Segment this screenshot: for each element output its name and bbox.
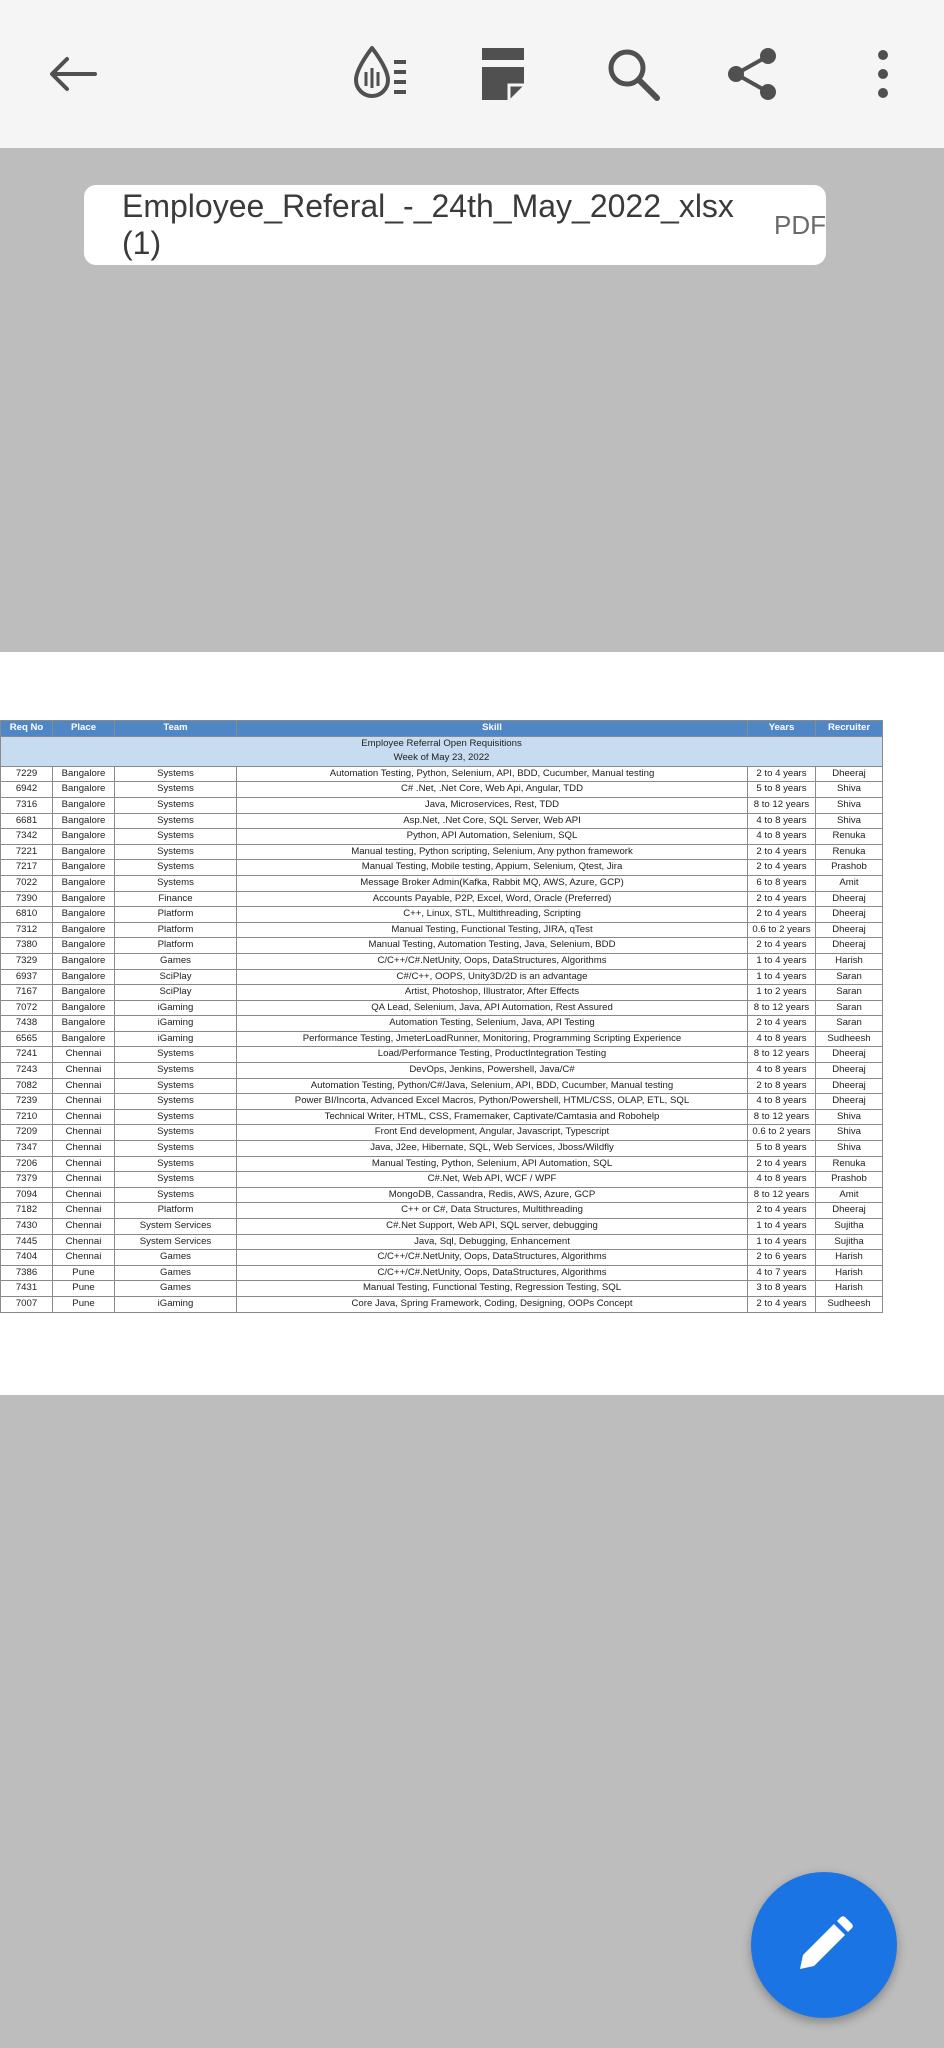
req-no-cell: 7312 — [1, 922, 53, 938]
team-cell: iGaming — [115, 1016, 237, 1032]
column-header: Place — [53, 721, 115, 737]
req-no-cell: 7022 — [1, 875, 53, 891]
recruiter-cell: Saran — [816, 985, 883, 1001]
team-cell: System Services — [115, 1234, 237, 1250]
skill-cell: Manual Testing, Automation Testing, Java, Selenium, BDD — [237, 938, 748, 954]
document-type: PDF — [774, 209, 826, 240]
table-row — [1, 1047, 883, 1063]
team-cell: Systems — [115, 1094, 237, 1110]
sheet-title-row — [1, 736, 883, 751]
skill-cell: Asp.Net, .Net Core, SQL Server, Web API — [237, 813, 748, 829]
req-no-cell: 6810 — [1, 907, 53, 923]
team-cell: Games — [115, 1281, 237, 1297]
team-cell: Systems — [115, 860, 237, 876]
req-no-cell: 7239 — [1, 1094, 53, 1110]
years-cell: 1 to 4 years — [748, 1219, 816, 1235]
skill-cell: Power BI/Incorta, Advanced Excel Macros, Python/Powershell, HTML/CSS, OLAP, ETL, SQL — [237, 1094, 748, 1110]
req-no-cell: 7342 — [1, 829, 53, 845]
team-cell: Systems — [115, 1187, 237, 1203]
years-cell: 2 to 4 years — [748, 844, 816, 860]
req-no-cell: 7082 — [1, 1078, 53, 1094]
req-no-cell: 7404 — [1, 1250, 53, 1266]
req-no-cell: 7167 — [1, 985, 53, 1001]
req-no-cell: 7243 — [1, 1063, 53, 1079]
team-cell: iGaming — [115, 1031, 237, 1047]
years-cell: 3 to 8 years — [748, 1281, 816, 1297]
skill-cell: QA Lead, Selenium, Java, API Automation, Rest Assured — [237, 1000, 748, 1016]
years-cell: 2 to 4 years — [748, 1203, 816, 1219]
req-no-cell: 7007 — [1, 1296, 53, 1312]
liquid-mode-icon — [348, 42, 412, 106]
years-cell: 4 to 8 years — [748, 1063, 816, 1079]
years-cell: 2 to 4 years — [748, 891, 816, 907]
req-no-cell: 7430 — [1, 1219, 53, 1235]
req-no-cell: 7390 — [1, 891, 53, 907]
place-cell: Pune — [53, 1265, 115, 1281]
years-cell: 4 to 8 years — [748, 829, 816, 845]
place-cell: Chennai — [53, 1109, 115, 1125]
place-cell: Bangalore — [53, 829, 115, 845]
years-cell: 1 to 2 years — [748, 985, 816, 1001]
years-cell: 4 to 7 years — [748, 1265, 816, 1281]
years-cell: 4 to 8 years — [748, 1031, 816, 1047]
table-row — [1, 1016, 883, 1032]
team-cell: Systems — [115, 1047, 237, 1063]
team-cell: Platform — [115, 1203, 237, 1219]
skill-cell: Technical Writer, HTML, CSS, Framemaker, Captivate/Camtasia and Robohelp — [237, 1109, 748, 1125]
team-cell: Games — [115, 1265, 237, 1281]
place-cell: Chennai — [53, 1047, 115, 1063]
req-no-cell: 7094 — [1, 1187, 53, 1203]
skill-cell: C++ or C#, Data Structures, Multithreading — [237, 1203, 748, 1219]
recruiter-cell: Saran — [816, 969, 883, 985]
recruiter-cell: Dheeraj — [816, 1063, 883, 1079]
place-cell: Bangalore — [53, 922, 115, 938]
team-cell: iGaming — [115, 1296, 237, 1312]
years-cell: 5 to 8 years — [748, 782, 816, 798]
team-cell: Systems — [115, 829, 237, 845]
req-no-cell: 7445 — [1, 1234, 53, 1250]
recruiter-cell: Shiva — [816, 1141, 883, 1157]
team-cell: SciPlay — [115, 969, 237, 985]
req-no-cell: 7209 — [1, 1125, 53, 1141]
skill-cell: Python, API Automation, Selenium, SQL — [237, 829, 748, 845]
table-row — [1, 1141, 883, 1157]
recruiter-cell: Prashob — [816, 860, 883, 876]
recruiter-cell: Sudheesh — [816, 1031, 883, 1047]
table-row — [1, 1281, 883, 1297]
place-cell: Chennai — [53, 1141, 115, 1157]
team-cell: System Services — [115, 1219, 237, 1235]
recruiter-cell: Dheeraj — [816, 1094, 883, 1110]
req-no-cell: 7229 — [1, 766, 53, 782]
recruiter-cell: Harish — [816, 953, 883, 969]
page-view-icon — [479, 45, 527, 103]
skill-cell: C#/C++, OOPS, Unity3D/2D is an advantage — [237, 969, 748, 985]
table-row — [1, 1250, 883, 1266]
liquid-mode-button[interactable] — [340, 34, 420, 114]
table-row — [1, 797, 883, 813]
years-cell: 8 to 12 years — [748, 1047, 816, 1063]
recruiter-cell: Saran — [816, 1016, 883, 1032]
recruiter-cell: Dheeraj — [816, 1078, 883, 1094]
place-cell: Bangalore — [53, 860, 115, 876]
back-button[interactable] — [33, 34, 113, 114]
skill-cell: Manual Testing, Mobile testing, Appium, Selenium, Qtest, Jira — [237, 860, 748, 876]
place-cell: Bangalore — [53, 766, 115, 782]
place-cell: Bangalore — [53, 1000, 115, 1016]
place-cell: Bangalore — [53, 844, 115, 860]
table-row — [1, 829, 883, 845]
place-cell: Chennai — [53, 1125, 115, 1141]
document-title-bar[interactable] — [84, 185, 826, 265]
skill-cell: DevOps, Jenkins, Powershell, Java/C# — [237, 1063, 748, 1079]
more-options-button[interactable] — [843, 34, 923, 114]
years-cell: 2 to 4 years — [748, 860, 816, 876]
search-button[interactable] — [593, 34, 673, 114]
table-row — [1, 891, 883, 907]
page-view-button[interactable] — [463, 34, 543, 114]
req-no-cell: 7379 — [1, 1172, 53, 1188]
team-cell: Systems — [115, 1172, 237, 1188]
place-cell: Chennai — [53, 1078, 115, 1094]
table-row — [1, 1109, 883, 1125]
req-no-cell: 6681 — [1, 813, 53, 829]
req-no-cell: 7438 — [1, 1016, 53, 1032]
skill-cell: Manual Testing, Functional Testing, JIRA, qTest — [237, 922, 748, 938]
table-row — [1, 1296, 883, 1312]
years-cell: 1 to 4 years — [748, 1234, 816, 1250]
req-no-cell: 7386 — [1, 1265, 53, 1281]
skill-cell: MongoDB, Cassandra, Redis, AWS, Azure, GCP — [237, 1187, 748, 1203]
skill-cell: Automation Testing, Python, Selenium, API, BDD, Cucumber, Manual testing — [237, 766, 748, 782]
skill-cell: Accounts Payable, P2P, Excel, Word, Oracle (Preferred) — [237, 891, 748, 907]
column-header: Recruiter — [816, 721, 883, 737]
recruiter-cell: Dheeraj — [816, 766, 883, 782]
edit-fab-button[interactable] — [751, 1872, 897, 2018]
recruiter-cell: Harish — [816, 1265, 883, 1281]
place-cell: Bangalore — [53, 797, 115, 813]
skill-cell: C# .Net, .Net Core, Web Api, Angular, TDD — [237, 782, 748, 798]
team-cell: Systems — [115, 1109, 237, 1125]
req-no-cell: 6937 — [1, 969, 53, 985]
table-row — [1, 844, 883, 860]
table-row — [1, 1125, 883, 1141]
req-no-cell: 7217 — [1, 860, 53, 876]
recruiter-cell: Dheeraj — [816, 1047, 883, 1063]
req-no-cell: 7329 — [1, 953, 53, 969]
skill-cell: Manual Testing, Functional Testing, Regression Testing, SQL — [237, 1281, 748, 1297]
recruiter-cell: Shiva — [816, 782, 883, 798]
table-row — [1, 782, 883, 798]
skill-cell: Front End development, Angular, Javascript, Typescript — [237, 1125, 748, 1141]
recruiter-cell: Sujitha — [816, 1219, 883, 1235]
recruiter-cell: Amit — [816, 1187, 883, 1203]
team-cell: Systems — [115, 1063, 237, 1079]
team-cell: Games — [115, 953, 237, 969]
team-cell: iGaming — [115, 1000, 237, 1016]
table-row — [1, 1172, 883, 1188]
years-cell: 6 to 8 years — [748, 875, 816, 891]
req-no-cell: 7221 — [1, 844, 53, 860]
recruiter-cell: Dheeraj — [816, 1203, 883, 1219]
place-cell: Chennai — [53, 1172, 115, 1188]
years-cell: 4 to 8 years — [748, 1094, 816, 1110]
place-cell: Chennai — [53, 1063, 115, 1079]
place-cell: Bangalore — [53, 875, 115, 891]
years-cell: 2 to 6 years — [748, 1250, 816, 1266]
skill-cell: Automation Testing, Python/C#/Java, Selenium, API, BDD, Cucumber, Manual testing — [237, 1078, 748, 1094]
recruiter-cell: Shiva — [816, 797, 883, 813]
place-cell: Chennai — [53, 1156, 115, 1172]
req-no-cell: 7347 — [1, 1141, 53, 1157]
team-cell: Platform — [115, 922, 237, 938]
table-row — [1, 985, 883, 1001]
req-no-cell: 7431 — [1, 1281, 53, 1297]
place-cell: Bangalore — [53, 1016, 115, 1032]
team-cell: Systems — [115, 875, 237, 891]
column-header: Team — [115, 721, 237, 737]
team-cell: Finance — [115, 891, 237, 907]
recruiter-cell: Shiva — [816, 1109, 883, 1125]
recruiter-cell: Dheeraj — [816, 938, 883, 954]
more-vert-icon — [876, 48, 890, 100]
skill-cell: Message Broker Admin(Kafka, Rabbit MQ, AWS, Azure, GCP) — [237, 875, 748, 891]
table-row — [1, 1094, 883, 1110]
skill-cell: Artist, Photoshop, Illustrator, After Effects — [237, 985, 748, 1001]
recruiter-cell: Amit — [816, 875, 883, 891]
team-cell: Systems — [115, 1141, 237, 1157]
years-cell: 4 to 8 years — [748, 813, 816, 829]
place-cell: Chennai — [53, 1234, 115, 1250]
skill-cell: Java, Microservices, Rest, TDD — [237, 797, 748, 813]
skill-cell: Manual Testing, Python, Selenium, API Automation, SQL — [237, 1156, 748, 1172]
recruiter-cell: Dheeraj — [816, 922, 883, 938]
table-row — [1, 860, 883, 876]
req-no-cell: 6942 — [1, 782, 53, 798]
recruiter-cell: Renuka — [816, 844, 883, 860]
req-no-cell: 7182 — [1, 1203, 53, 1219]
team-cell: Systems — [115, 1156, 237, 1172]
team-cell: Systems — [115, 766, 237, 782]
table-row — [1, 1187, 883, 1203]
skill-cell: Load/Performance Testing, ProductIntegration Testing — [237, 1047, 748, 1063]
team-cell: Systems — [115, 844, 237, 860]
years-cell: 2 to 4 years — [748, 907, 816, 923]
req-no-cell: 7380 — [1, 938, 53, 954]
pencil-edit-icon — [794, 1915, 854, 1975]
place-cell: Bangalore — [53, 891, 115, 907]
place-cell: Chennai — [53, 1250, 115, 1266]
recruiter-cell: Sudheesh — [816, 1296, 883, 1312]
pdf-page[interactable] — [0, 652, 944, 1395]
years-cell: 8 to 12 years — [748, 1000, 816, 1016]
req-no-cell: 7072 — [1, 1000, 53, 1016]
share-icon — [724, 46, 780, 102]
table-row — [1, 1234, 883, 1250]
place-cell: Bangalore — [53, 907, 115, 923]
team-cell: Games — [115, 1250, 237, 1266]
years-cell: 0.6 to 2 years — [748, 922, 816, 938]
table-row — [1, 938, 883, 954]
place-cell: Pune — [53, 1281, 115, 1297]
recruiter-cell: Renuka — [816, 829, 883, 845]
req-no-cell: 7206 — [1, 1156, 53, 1172]
recruiter-cell: Dheeraj — [816, 891, 883, 907]
years-cell: 2 to 4 years — [748, 1296, 816, 1312]
skill-cell: Manual testing, Python scripting, Selenium, Any python framework — [237, 844, 748, 860]
table-row — [1, 1063, 883, 1079]
recruiter-cell: Harish — [816, 1281, 883, 1297]
place-cell: Bangalore — [53, 938, 115, 954]
place-cell: Bangalore — [53, 782, 115, 798]
place-cell: Bangalore — [53, 953, 115, 969]
recruiter-cell: Dheeraj — [816, 907, 883, 923]
search-icon — [605, 46, 661, 102]
place-cell: Chennai — [53, 1187, 115, 1203]
team-cell: Systems — [115, 813, 237, 829]
skill-cell: Performance Testing, JmeterLoadRunner, Monitoring, Programming Scripting Experience — [237, 1031, 748, 1047]
table-row — [1, 1203, 883, 1219]
years-cell: 1 to 4 years — [748, 969, 816, 985]
requisitions-table — [0, 720, 883, 1313]
column-header: Years — [748, 721, 816, 737]
skill-cell: C++, Linux, STL, Multithreading, Scripting — [237, 907, 748, 923]
req-no-cell: 7316 — [1, 797, 53, 813]
years-cell: 2 to 4 years — [748, 1156, 816, 1172]
years-cell: 4 to 8 years — [748, 1172, 816, 1188]
skill-cell: Java, J2ee, Hibernate, SQL, Web Services, Jboss/Wildfly — [237, 1141, 748, 1157]
years-cell: 2 to 4 years — [748, 938, 816, 954]
arrow-left-icon — [47, 54, 99, 94]
table-row — [1, 953, 883, 969]
req-no-cell: 7241 — [1, 1047, 53, 1063]
place-cell: Pune — [53, 1296, 115, 1312]
skill-cell: C/C++/C#.NetUnity, Oops, DataStructures, Algorithms — [237, 1250, 748, 1266]
years-cell: 2 to 8 years — [748, 1078, 816, 1094]
place-cell: Bangalore — [53, 969, 115, 985]
column-header: Req No — [1, 721, 53, 737]
team-cell: Platform — [115, 938, 237, 954]
team-cell: Systems — [115, 1078, 237, 1094]
place-cell: Chennai — [53, 1219, 115, 1235]
years-cell: 8 to 12 years — [748, 1109, 816, 1125]
req-no-cell: 7210 — [1, 1109, 53, 1125]
years-cell: 0.6 to 2 years — [748, 1125, 816, 1141]
top-toolbar — [0, 0, 944, 148]
table-row — [1, 1265, 883, 1281]
place-cell: Chennai — [53, 1094, 115, 1110]
skill-cell: Automation Testing, Selenium, Java, API Testing — [237, 1016, 748, 1032]
table-row — [1, 1156, 883, 1172]
place-cell: Bangalore — [53, 1031, 115, 1047]
team-cell: Platform — [115, 907, 237, 923]
team-cell: Systems — [115, 782, 237, 798]
recruiter-cell: Sujitha — [816, 1234, 883, 1250]
years-cell: 8 to 12 years — [748, 1187, 816, 1203]
recruiter-cell: Renuka — [816, 1156, 883, 1172]
skill-cell: Java, Sql, Debugging, Enhancement — [237, 1234, 748, 1250]
table-row — [1, 907, 883, 923]
place-cell: Bangalore — [53, 985, 115, 1001]
table-body — [1, 766, 883, 1312]
years-cell: 2 to 4 years — [748, 766, 816, 782]
recruiter-cell: Saran — [816, 1000, 883, 1016]
skill-cell: C/C++/C#.NetUnity, Oops, DataStructures, Algorithms — [237, 953, 748, 969]
column-header: Skill — [237, 721, 748, 737]
skill-cell: C#.Net Support, Web API, SQL server, debugging — [237, 1219, 748, 1235]
recruiter-cell: Prashob — [816, 1172, 883, 1188]
skill-cell: C/C++/C#.NetUnity, Oops, DataStructures, Algorithms — [237, 1265, 748, 1281]
recruiter-cell: Shiva — [816, 1125, 883, 1141]
req-no-cell: 6565 — [1, 1031, 53, 1047]
recruiter-cell: Shiva — [816, 813, 883, 829]
team-cell: Systems — [115, 797, 237, 813]
table-row — [1, 1219, 883, 1235]
share-button[interactable] — [712, 34, 792, 114]
document-name: Employee_Referal_-_24th_May_2022_xlsx (1) — [122, 188, 734, 261]
table-row — [1, 1078, 883, 1094]
table-row — [1, 813, 883, 829]
years-cell: 5 to 8 years — [748, 1141, 816, 1157]
place-cell: Bangalore — [53, 813, 115, 829]
place-cell: Chennai — [53, 1203, 115, 1219]
table-row — [1, 922, 883, 938]
skill-cell: Core Java, Spring Framework, Coding, Designing, OOPs Concept — [237, 1296, 748, 1312]
table-header — [1, 721, 883, 737]
skill-cell: C#.Net, Web API, WCF / WPF — [237, 1172, 748, 1188]
table-row — [1, 1031, 883, 1047]
sheet-subtitle: Week of May 23, 2022 — [1, 751, 883, 766]
years-cell: 8 to 12 years — [748, 797, 816, 813]
table-row — [1, 1000, 883, 1016]
years-cell: 2 to 4 years — [748, 1016, 816, 1032]
team-cell: SciPlay — [115, 985, 237, 1001]
years-cell: 1 to 4 years — [748, 953, 816, 969]
team-cell: Systems — [115, 1125, 237, 1141]
table-row — [1, 875, 883, 891]
sheet-subtitle-row — [1, 751, 883, 766]
table-row — [1, 969, 883, 985]
sheet-title: Employee Referral Open Requisitions — [1, 736, 883, 751]
recruiter-cell: Harish — [816, 1250, 883, 1266]
table-row — [1, 766, 883, 782]
